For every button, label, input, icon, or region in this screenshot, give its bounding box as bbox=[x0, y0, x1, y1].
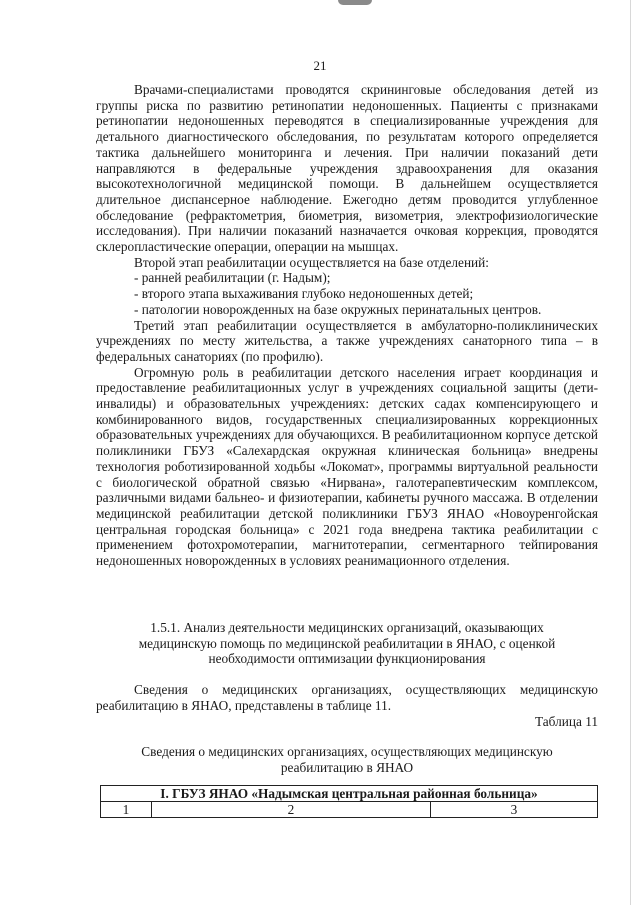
table-title: Сведения о медицинских организациях, осуществляющих медицинскую реабилитацию в ЯНАО bbox=[141, 744, 553, 775]
page-number: 21 bbox=[313, 58, 327, 73]
body-text bbox=[96, 82, 598, 569]
organizations-table bbox=[100, 785, 598, 818]
intro-paragraph: Сведения о медицинских организациях, осуществляющих медицинскую реабилитацию в ЯНАО, представлены в таблице 11. bbox=[96, 682, 598, 713]
column-number: 3 bbox=[431, 802, 598, 818]
list-item: - ранней реабилитации (г. Надым); bbox=[134, 270, 331, 286]
paragraph-coordination: Огромную роль в реабилитации детского населения играет координация и предоставление реабилитационных услуг в учреждениях социальной защиты (дети-инвалиды) и образовательных учреждениях: детских садах компенсирующего и комбинированного видов, государственных специализированных коррекционных образовательных учреждениях для обучающихся. В реабилитационном корпусе детской поликлиники ГБУЗ «Салехардская окружная клиническая больница» внедрены технология роботизированной ходьбы «Локомат», программы виртуальной реальности с биологической обратной связью «Нирвана», галотерапевтическим комплексом, различными видами бальнео- и физиотерапии, кабинеты ручного массажа. В отделении медицинской реабилитации детской поликлиники ГБУЗ ЯНАО «Новоуренгойская центральная городская больница» с 2021 года внедрена тактика реабилитации с применением фотохромотерапии, магнитотерапии, сегментарного тейпирования недоношенных новорожденных в условиях реанимационного отделения. bbox=[96, 364, 598, 569]
paragraph-second-stage: Второй этап реабилитации осуществляется на базе отделений: bbox=[134, 254, 489, 270]
table-row bbox=[101, 786, 598, 802]
section-heading: 1.5.1. Анализ деятельности медицинских организаций, оказывающих медицинскую помощь по медицинской реабилитации в ЯНАО, с оценкой необходимости оптимизации функционирования bbox=[138, 620, 556, 667]
column-number: 1 bbox=[101, 802, 152, 818]
paragraph-third-stage: Третий этап реабилитации осуществляется в амбулаторно-поликлинических учреждениях по месту жительства, а также учреждениях санаторного типа – в федеральных санаториях (по профилю). bbox=[96, 317, 598, 364]
list-item: - второго этапа выхаживания глубоко недоношенных детей; bbox=[134, 286, 474, 302]
table-label: Таблица 11 bbox=[534, 713, 598, 729]
paragraph-retinopathy: Врачами-специалистами проводятся скрининговые обследования детей из группы риска по развитию ретинопатии недоношенных. Пациенты с признаками ретинопатии недоношенных переводятся в специализированные учреждения для детального диагностического обследования, по результатам которого определяется тактика дальнейшего мониторинга и лечения. При наличии показаний дети направляются в федеральные учреждения здравоохранения для оказания высокотехнологичной медицинской помощи. В дальнейшем осуществляется длительное диспансерное наблюдение. Ежегодно детям проводится углубленное обследование (рефрактометрия, биометрия, визометрия, электрофизиологические исследования). При наличии показаний назначается очковая коррекция, проводятся склеропластические операции, операции на мышцах. bbox=[96, 82, 598, 255]
section-block bbox=[96, 620, 598, 776]
scan-artifact bbox=[338, 0, 372, 5]
department-list bbox=[96, 270, 598, 317]
column-number: 2 bbox=[152, 802, 431, 818]
page-edge bbox=[630, 0, 631, 905]
table-row bbox=[101, 802, 598, 818]
table-header-organization: I. ГБУЗ ЯНАО «Надымская центральная районная больница» bbox=[101, 786, 598, 802]
list-item: - патологии новорожденных на базе окружных перинатальных центров. bbox=[134, 301, 542, 317]
